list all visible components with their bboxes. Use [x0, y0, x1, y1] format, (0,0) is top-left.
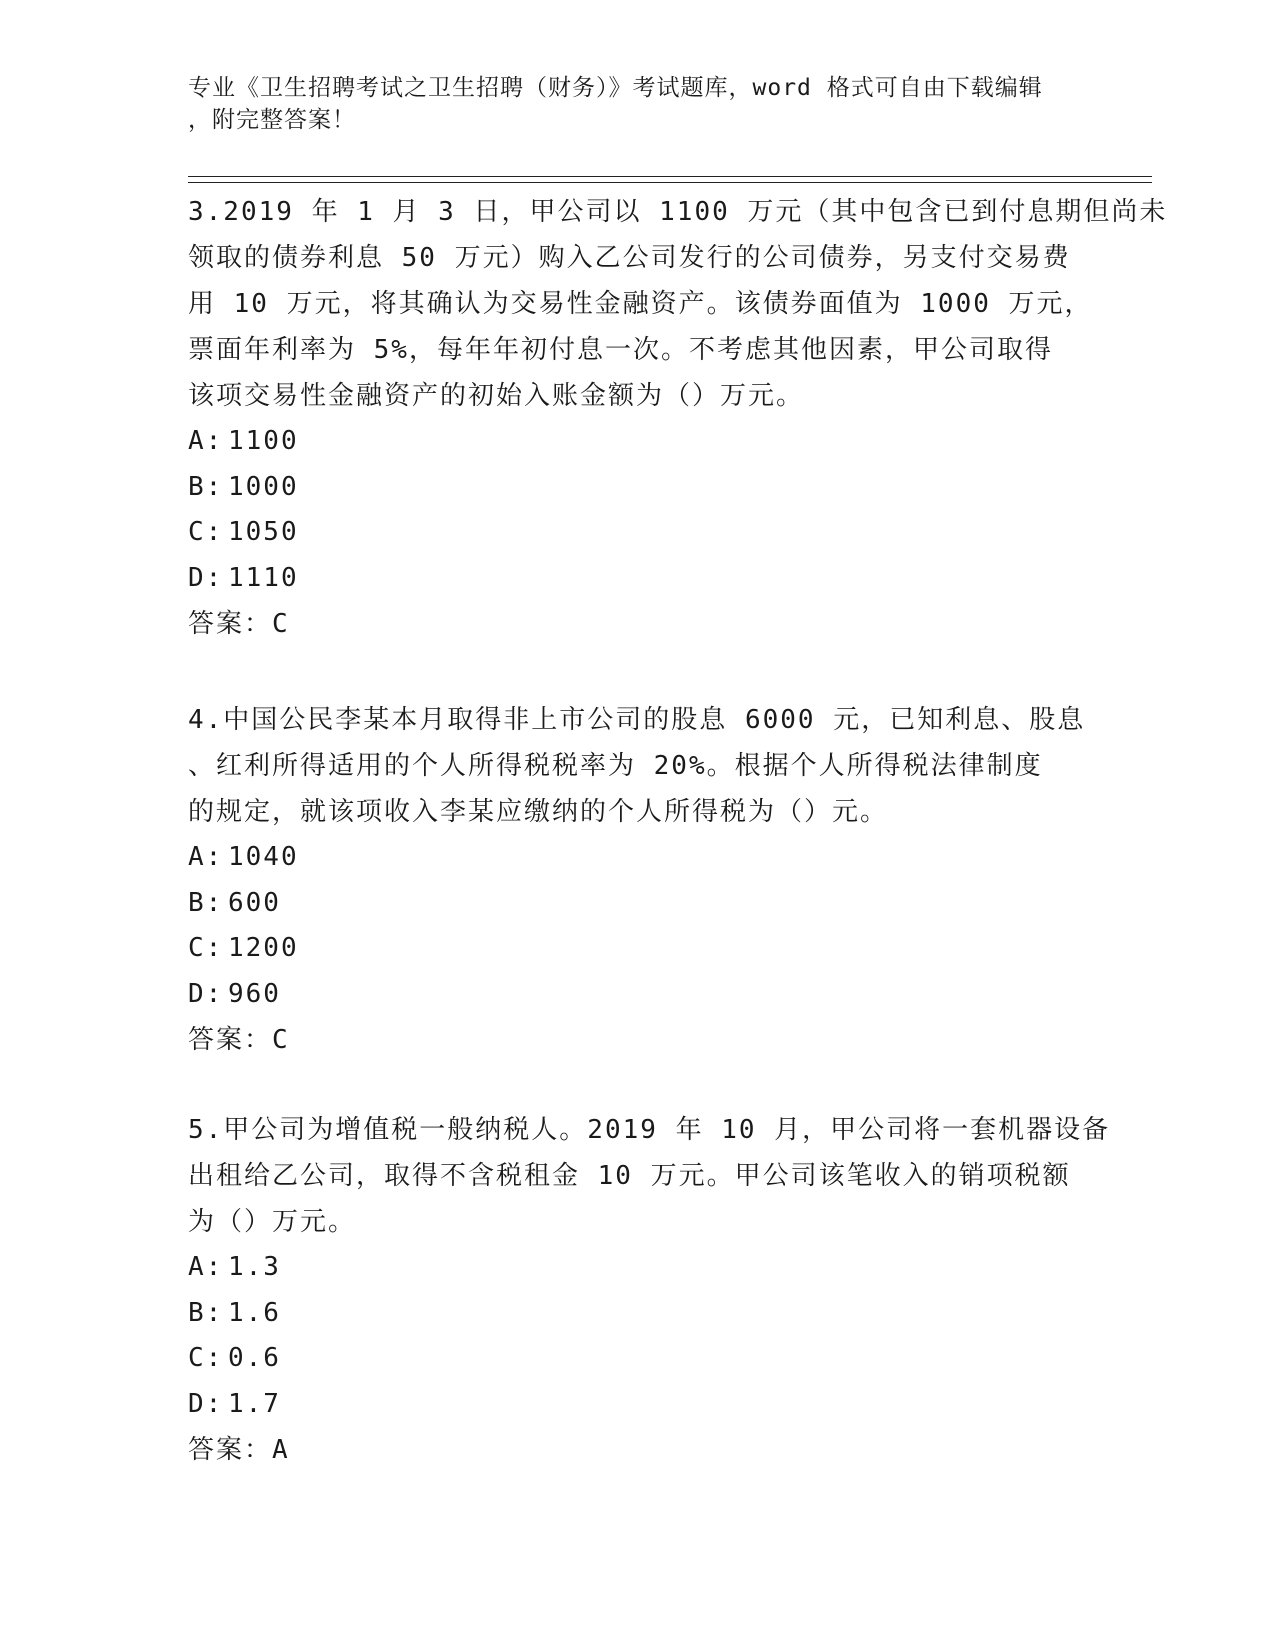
option-d — [188, 556, 1088, 602]
option-key: C: — [188, 517, 224, 547]
option-a — [188, 835, 1088, 881]
question-4 — [188, 697, 1088, 1063]
question-text-line: 3.2019 年 1 月 3 日，甲公司以 1100 万元（其中包含已到付息期但尚未 — [188, 197, 1168, 227]
option-key: A: — [188, 1252, 224, 1282]
option-d — [188, 1382, 1088, 1428]
question-text-line: 5.甲公司为增值税一般纳税人。2019 年 10 月，甲公司将一套机器设备 — [188, 1115, 1111, 1145]
question-text-line: 的规定，就该项收入李某应缴纳的个人所得税为（）元。 — [188, 797, 889, 827]
option-key: B: — [188, 1297, 224, 1328]
option-value: 1200 — [228, 933, 299, 963]
option-c — [188, 1336, 1088, 1382]
option-value: 960 — [228, 978, 281, 1009]
question-text-line: 领取的债券利息 50 万元）购入乙公司发行的公司债券，另支付交易费 — [188, 243, 1071, 273]
option-value: 600 — [228, 887, 281, 918]
option-value: 1.7 — [228, 1388, 281, 1419]
option-key: A: — [188, 842, 224, 872]
question-text-line: 用 10 万元，将其确认为交易性金融资产。该债券面值为 1000 万元， — [188, 289, 1093, 319]
option-b — [188, 465, 1088, 511]
question-text-line: 为（）万元。 — [188, 1207, 357, 1237]
option-key: C: — [188, 1343, 224, 1373]
option-value: 1050 — [228, 517, 299, 547]
answer-line: 答案：C — [188, 1025, 290, 1055]
question-text-line: 该项交易性金融资产的初始入账金额为（）万元。 — [188, 381, 805, 411]
header-line-2: ，附完整答案！ — [188, 107, 356, 133]
option-a — [188, 1245, 1088, 1291]
option-value: 1000 — [228, 471, 299, 502]
header-divider-top — [188, 176, 1152, 177]
option-b — [188, 881, 1088, 927]
option-key: D: — [188, 562, 224, 593]
document-header — [188, 72, 1088, 136]
answer-line: 答案：A — [188, 1435, 290, 1465]
option-c — [188, 510, 1088, 556]
option-key: A: — [188, 426, 224, 456]
option-value: 1040 — [228, 842, 299, 872]
option-value: 1100 — [228, 426, 299, 456]
option-a — [188, 419, 1088, 465]
question-text-line: 4.中国公民李某本月取得非上市公司的股息 6000 元，已知利息、股息 — [188, 705, 1086, 735]
header-divider-bottom — [188, 182, 1152, 183]
option-key: D: — [188, 1388, 224, 1419]
question-text-line: 出租给乙公司，取得不含税租金 10 万元。甲公司该笔收入的销项税额 — [188, 1161, 1071, 1191]
question-5 — [188, 1107, 1111, 1473]
question-text-line: 、红利所得适用的个人所得税税率为 20%。根据个人所得税法律制度 — [188, 751, 1043, 781]
answer-line: 答案：C — [188, 609, 290, 639]
option-value: 1110 — [228, 562, 299, 593]
option-b — [188, 1291, 1088, 1337]
option-c — [188, 926, 1088, 972]
option-key: B: — [188, 471, 224, 502]
option-d — [188, 972, 1088, 1018]
option-value: 1.6 — [228, 1297, 281, 1328]
header-line-1: 专业《卫生招聘考试之卫生招聘（财务）》考试题库，word 格式可自由下载编辑 — [188, 75, 1043, 101]
option-value: 0.6 — [228, 1343, 281, 1373]
option-value: 1.3 — [228, 1252, 281, 1282]
option-key: D: — [188, 978, 224, 1009]
question-text-line: 票面年利率为 5%，每年年初付息一次。不考虑其他因素，甲公司取得 — [188, 335, 1053, 365]
option-key: B: — [188, 887, 224, 918]
question-3 — [188, 189, 1168, 647]
option-key: C: — [188, 933, 224, 963]
